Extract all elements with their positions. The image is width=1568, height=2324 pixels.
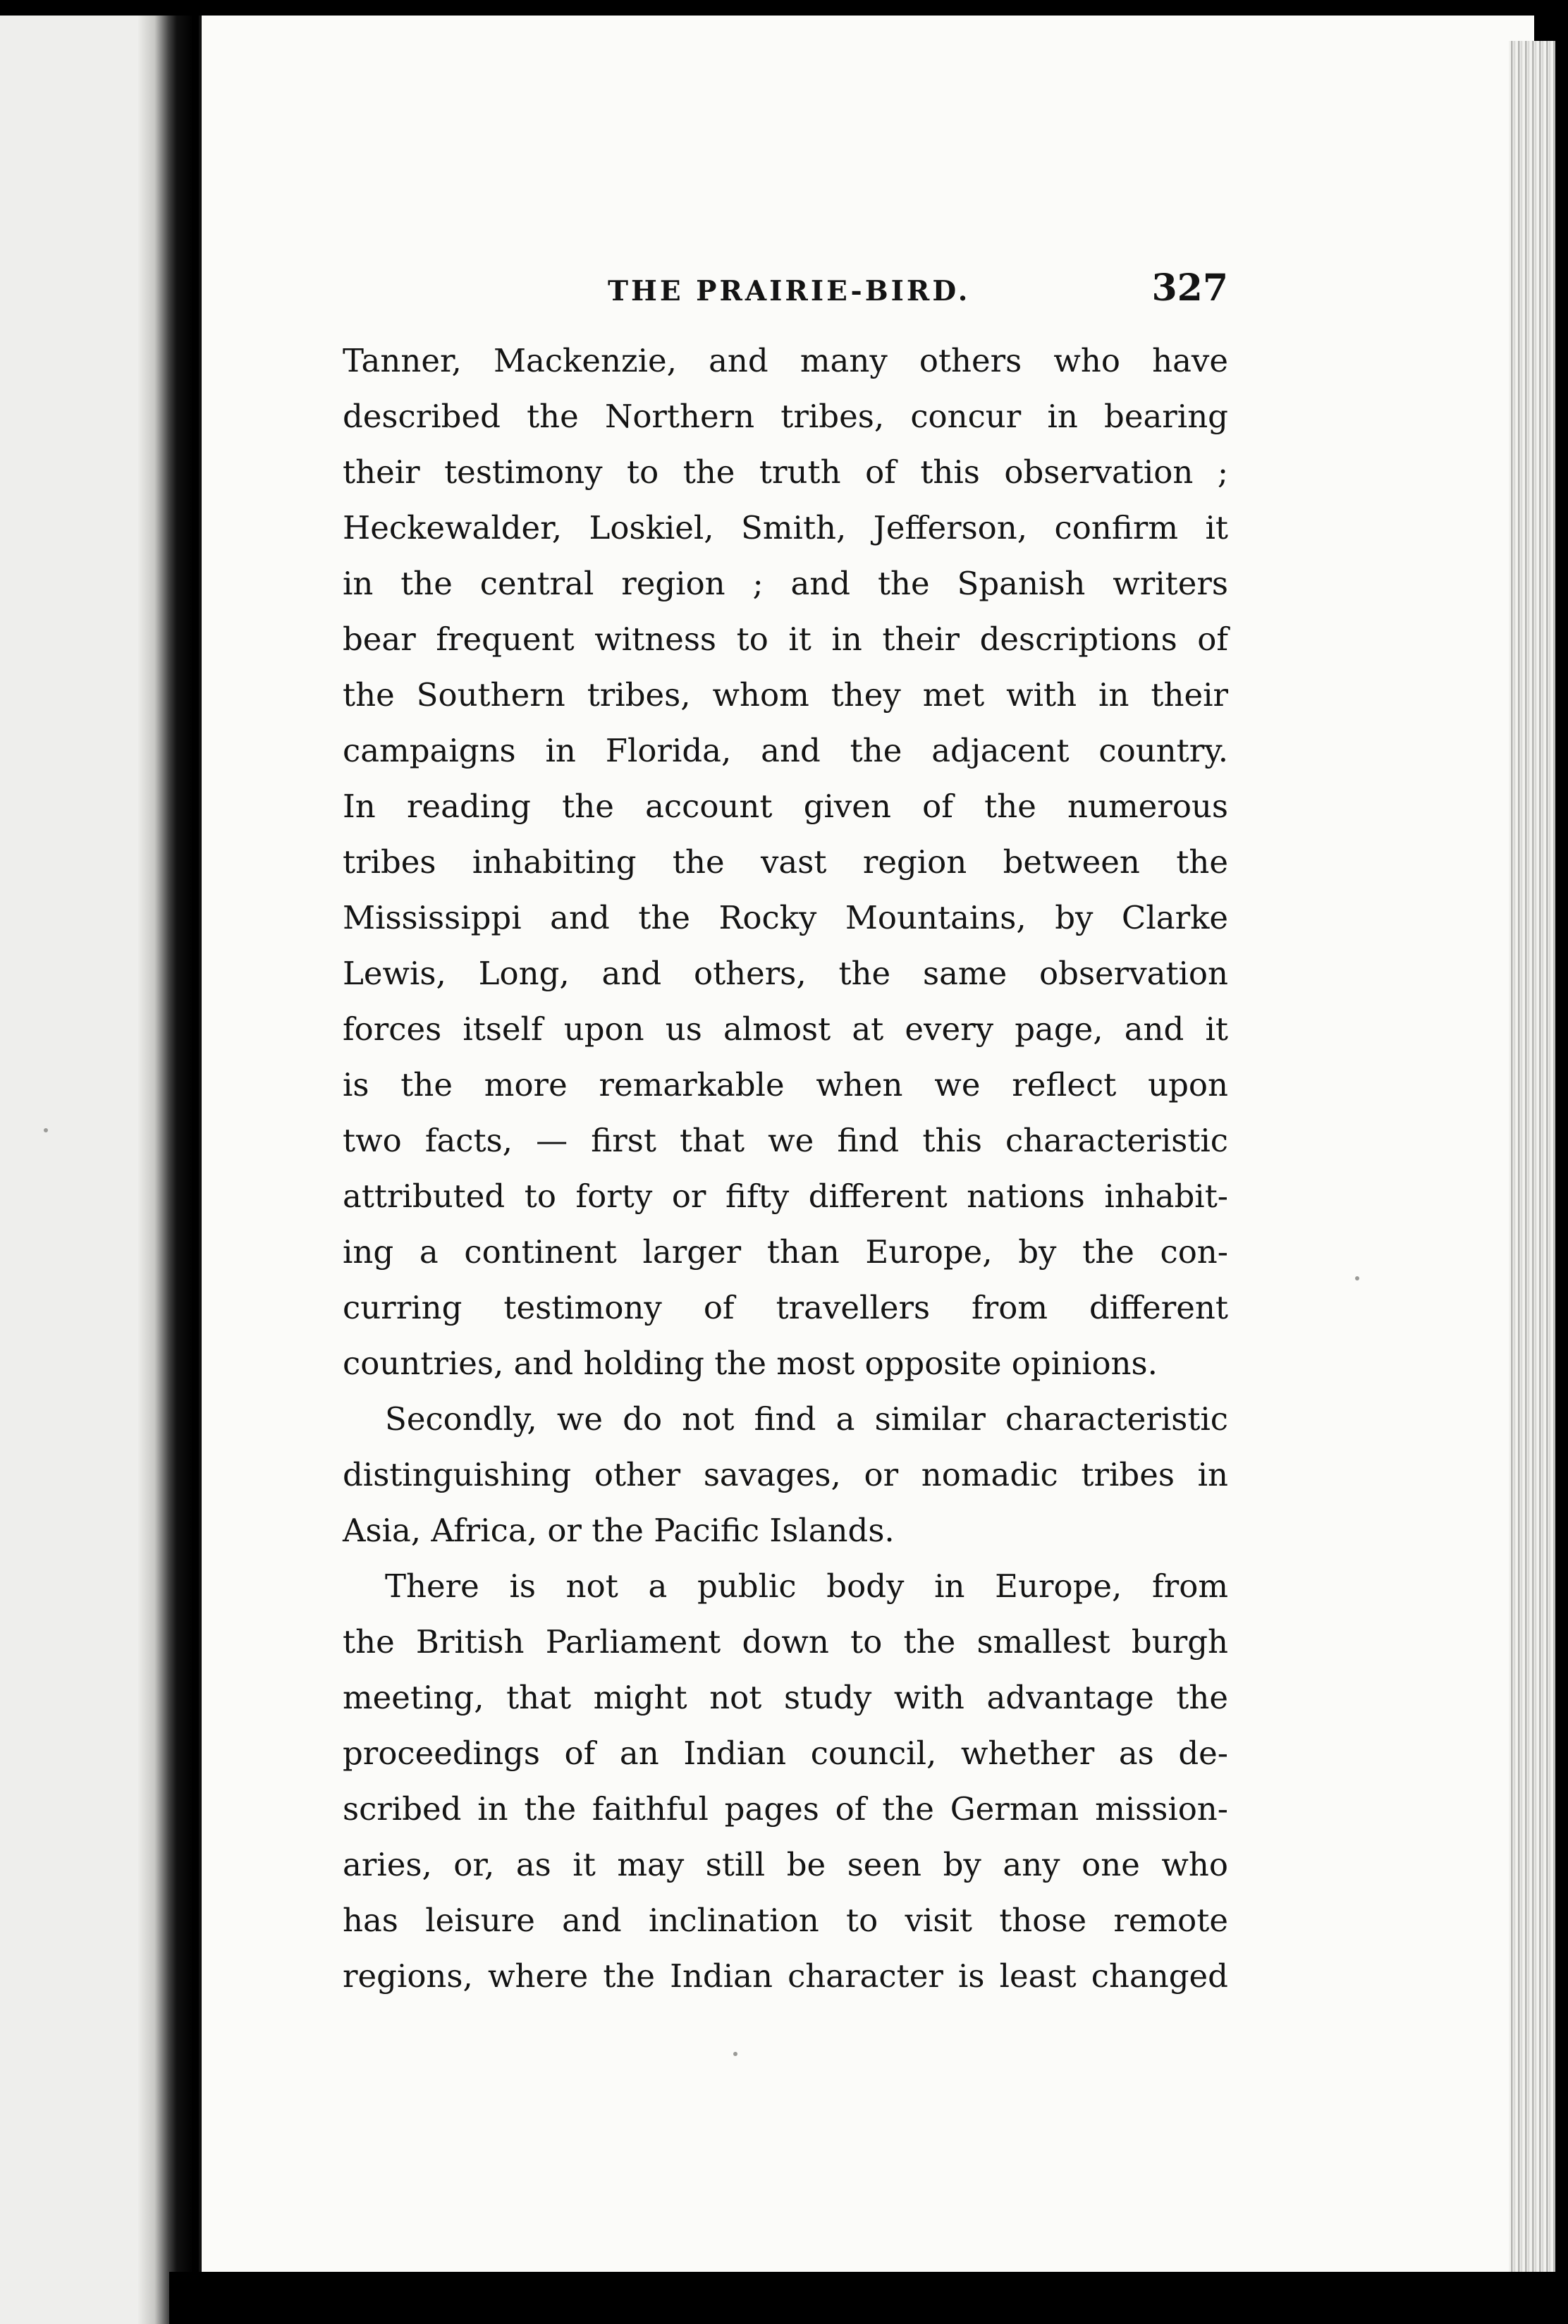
paragraph <box>343 1558 1228 2004</box>
text-line: attributed to forty or fifty different nations inhabit- <box>343 1178 1228 1215</box>
running-head <box>343 267 1228 310</box>
paper-speck <box>733 2052 737 2056</box>
text-line: Mississippi and the Rocky Mountains, by Clarke <box>343 899 1228 936</box>
paragraph <box>343 1391 1228 1558</box>
text-line: campaigns in Florida, and the adjacent country. <box>343 732 1228 769</box>
text-line: distinguishing other savages, or nomadic tribes in <box>343 1456 1228 1493</box>
text-line: in the central region ; and the Spanish writers <box>343 565 1228 602</box>
text-line: described the Northern tribes, concur in bearing <box>343 398 1228 435</box>
text-line: the British Parliament down to the smallest burgh <box>343 1623 1228 1661</box>
text-line: ing a continent larger than Europe, by the con- <box>343 1233 1228 1271</box>
text-line: Lewis, Long, and others, the same observation <box>343 955 1228 992</box>
text-line: In reading the account given of the numerous <box>343 788 1228 825</box>
text-line: Heckewalder, Loskiel, Smith, Jefferson, confirm it <box>343 509 1228 546</box>
text-line: curring testimony of travellers from different <box>343 1289 1228 1326</box>
text-line: is the more remarkable when we reflect upon <box>343 1066 1228 1103</box>
text-line: their testimony to the truth of this observation ; <box>343 453 1228 491</box>
page-fore-edge <box>1509 41 1555 2283</box>
book-gutter <box>138 16 193 2324</box>
text-line: aries, or, as it may still be seen by any one who <box>343 1846 1228 1883</box>
paper-speck <box>1355 1276 1359 1280</box>
text-line: forces itself upon us almost at every page, and it <box>343 1010 1228 1048</box>
paragraph <box>343 333 1228 1391</box>
text-line: Tanner, Mackenzie, and many others who have <box>343 342 1228 379</box>
text-line: scribed in the faithful pages of the German mission- <box>343 1790 1228 1828</box>
paper-speck <box>44 1128 48 1132</box>
text-line: proceedings of an Indian council, whether as de- <box>343 1735 1228 1772</box>
text-line: the Southern tribes, whom they met with in their <box>343 676 1228 714</box>
text-line: Secondly, we do not find a similar characteristic <box>385 1400 1228 1438</box>
text-line: bear frequent witness to it in their descriptions of <box>343 620 1228 658</box>
page-number: 327 <box>1151 267 1228 310</box>
running-title: THE PRAIRIE-BIRD. <box>608 275 971 307</box>
text-line: Asia, Africa, or the Pacific Islands. <box>343 1512 895 1549</box>
text-line: countries, and holding the most opposite opinions. <box>343 1345 1158 1382</box>
page-text <box>343 267 1228 2004</box>
text-line: There is not a public body in Europe, from <box>385 1567 1228 1605</box>
text-line: has leisure and inclination to visit those remote <box>343 1902 1228 1939</box>
scan-bottom-border <box>169 2272 1568 2324</box>
text-line: two facts, — first that we find this characteristic <box>343 1122 1228 1159</box>
text-line: meeting, that might not study with advantage the <box>343 1679 1228 1716</box>
text-line: regions, where the Indian character is least changed <box>343 1957 1228 1995</box>
text-line: tribes inhabiting the vast region between the <box>343 843 1228 881</box>
